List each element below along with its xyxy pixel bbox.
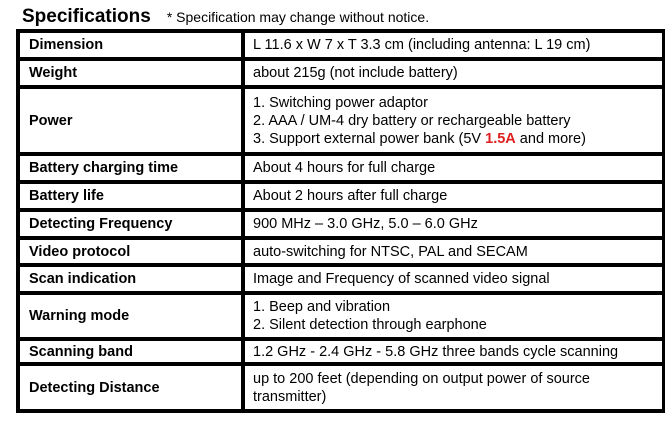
spec-value bbox=[245, 240, 662, 263]
spec-value bbox=[245, 61, 662, 85]
value-line: 2. AAA / UM-4 dry battery or rechargeable battery bbox=[253, 112, 571, 129]
page-title: Specifications bbox=[22, 6, 151, 27]
spec-value bbox=[245, 366, 662, 409]
spec-value bbox=[245, 295, 662, 337]
spec-label: Power bbox=[20, 89, 241, 152]
spec-value bbox=[245, 184, 662, 208]
value-line: 1. Beep and vibration bbox=[253, 299, 391, 315]
value-line: 1. Switching power adaptor bbox=[253, 94, 428, 111]
value-line: Image and Frequency of scanned video signal bbox=[253, 271, 550, 287]
spec-label: Warning mode bbox=[20, 295, 241, 337]
value-line: auto-switching for NTSC, PAL and SECAM bbox=[253, 243, 528, 260]
spec-value bbox=[245, 212, 662, 236]
spec-value bbox=[245, 341, 662, 362]
spec-value bbox=[245, 156, 662, 180]
spec-label: Detecting Frequency bbox=[20, 212, 241, 236]
value-line: 2. Silent detection through earphone bbox=[253, 317, 487, 333]
spec-header bbox=[22, 6, 429, 28]
spec-label: Weight bbox=[20, 61, 241, 85]
spec-value bbox=[245, 89, 662, 152]
value-line: up to 200 feet (depending on output power of source transmitter) bbox=[253, 370, 590, 405]
value-line: About 2 hours after full charge bbox=[253, 188, 448, 204]
value-line: L 11.6 x W 7 x T 3.3 cm (including antenna: L 19 cm) bbox=[253, 37, 591, 53]
spec-change-note: * Specification may change without notice. bbox=[166, 9, 430, 25]
spec-label: Battery life bbox=[20, 184, 241, 208]
spec-table bbox=[16, 29, 665, 413]
value-line: 900 MHz – 3.0 GHz, 5.0 – 6.0 GHz bbox=[253, 216, 478, 232]
spec-value bbox=[245, 267, 662, 291]
value-line: 1.2 GHz - 2.4 GHz - 5.8 GHz three bands cycle scanning bbox=[253, 343, 619, 360]
spec-label: Scan indication bbox=[20, 267, 241, 291]
spec-label: Detecting Distance bbox=[20, 366, 241, 409]
value-line: 3. Support external power bank (5V 1.5A and more) bbox=[253, 130, 586, 147]
spec-label: Scanning band bbox=[20, 341, 241, 362]
spec-value bbox=[245, 33, 662, 57]
value-line: About 4 hours for full charge bbox=[253, 160, 436, 176]
spec-label: Battery charging time bbox=[20, 156, 241, 180]
spec-label: Video protocol bbox=[20, 240, 241, 263]
spec-label: Dimension bbox=[20, 33, 241, 57]
value-line: about 215g (not include battery) bbox=[253, 65, 458, 81]
power-rating-highlight: 1.5A bbox=[485, 130, 516, 147]
